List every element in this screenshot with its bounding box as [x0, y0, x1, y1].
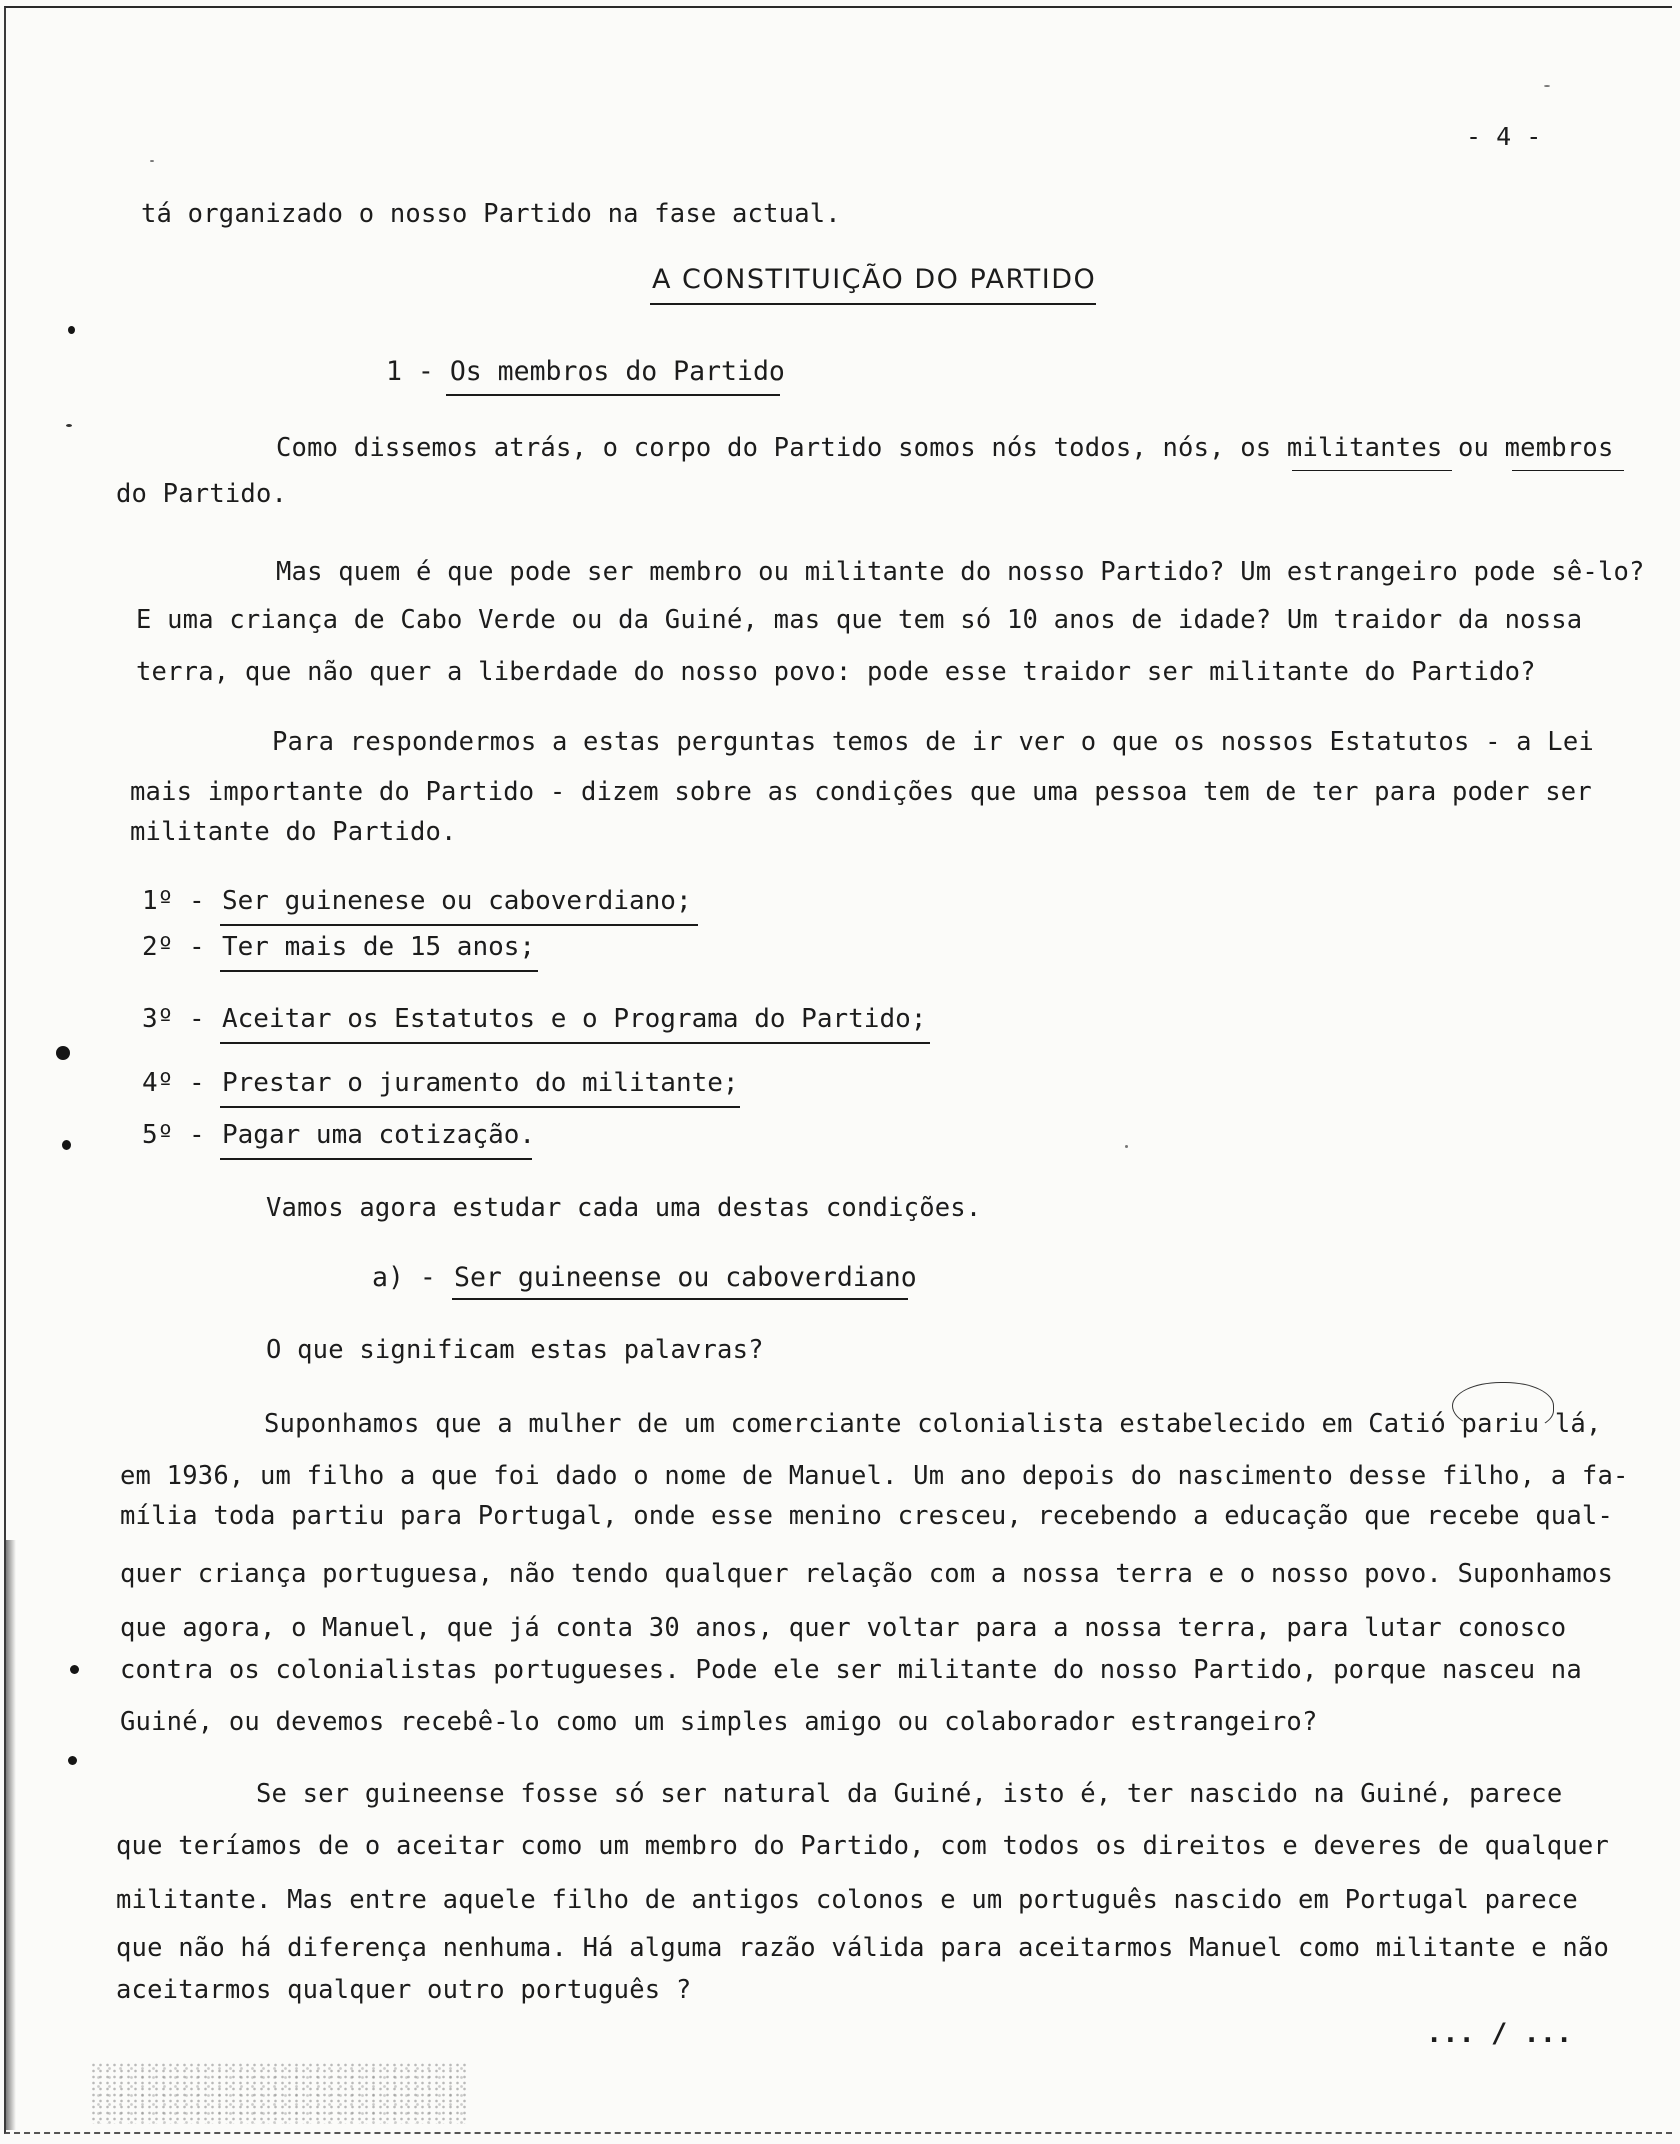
condition-text: Ser guinenese ou caboverdiano; [222, 886, 692, 916]
paragraph-line: Se ser guineense fosse só ser natural da Guiné, isto é, ter nascido na Guiné, parece [256, 1779, 1563, 1809]
paragraph-line: militante. Mas entre aquele filho de antigos colonos e um português nascido em Portugal parece [116, 1885, 1578, 1915]
title-underline [650, 303, 1096, 305]
paragraph-line: que teríamos de o aceitar como um membro do Partido, com todos os direitos e deveres de qualquer [116, 1831, 1610, 1861]
condition-number: 4º - [142, 1068, 205, 1098]
paragraph-line: Suponhamos que a mulher de um comerciante colonialista estabelecido em Catió pariu lá, [264, 1409, 1602, 1439]
condition-underline [220, 1158, 532, 1160]
handwritten-circle [1452, 1382, 1554, 1432]
paragraph-line: Guiné, ou devemos recebê-lo como um simples amigo ou colaborador estrangeiro? [120, 1707, 1318, 1737]
condition-number: 5º - [142, 1120, 205, 1150]
paragraph-line: do Partido. [116, 479, 288, 509]
subsection-underline [452, 1298, 908, 1300]
section-heading: 1 - Os membros do Partido [386, 356, 785, 387]
paragraph-line: que agora, o Manuel, que já conta 30 anos, quer voltar para a nossa terra, para lutar conosco [120, 1613, 1567, 1643]
paragraph-line: quer criança portuguesa, não tendo qualquer relação com a nossa terra e o nosso povo. Suponhamos [120, 1559, 1614, 1589]
paragraph-line: E uma criança de Cabo Verde ou da Guiné, mas que tem só 10 anos de idade? Um traidor da nossa [136, 605, 1583, 635]
underline-militantes [1292, 470, 1452, 471]
continuation-mark: ... / ... [1426, 2018, 1573, 2049]
condition-text: Aceitar os Estatutos e o Programa do Partido; [222, 1004, 927, 1034]
condition-text: Prestar o juramento do militante; [222, 1068, 739, 1098]
speck [1125, 1145, 1128, 1148]
condition-number: 1º - [142, 886, 205, 916]
question-line: O que significam estas palavras? [266, 1335, 764, 1365]
margin-dot-mark [70, 1665, 79, 1674]
condition-underline [220, 1042, 930, 1044]
margin-dot-mark [68, 1756, 77, 1765]
paragraph-line: mília toda partiu para Portugal, onde esse menino cresceu, recebendo a educação que recebe qual- [120, 1501, 1614, 1531]
paragraph-line: mais importante do Partido - dizem sobre as condições que uma pessoa tem de ter para poder ser [130, 777, 1592, 807]
paragraph-line: em 1936, um filho a que foi dado o nome de Manuel. Um ano depois do nascimento desse filho, a fa- [120, 1461, 1629, 1491]
paragraph-line: terra, que não quer a liberdade do nosso povo: pode esse traidor ser militante do Partido? [136, 657, 1536, 687]
speck [1544, 85, 1550, 87]
condition-underline [220, 1106, 740, 1108]
speck [150, 160, 154, 162]
margin-dot-mark [62, 1140, 71, 1150]
paragraph-line: Para respondermos a estas perguntas temos de ir ver o que os nossos Estatutos - a Lei [272, 727, 1594, 757]
page-title: A CONSTITUIÇÃO DO PARTIDO [652, 264, 1097, 295]
subsection-heading: Ser guineense ou caboverdiano [454, 1262, 917, 1293]
paragraph-line: Como dissemos atrás, o corpo do Partido somos nós todos, nós, os militantes ou membros [276, 433, 1614, 463]
condition-underline [220, 924, 698, 926]
margin-dot-mark [68, 326, 75, 334]
margin-tick-mark [66, 424, 72, 427]
section-heading-underline [446, 394, 780, 396]
condition-number: 2º - [142, 932, 205, 962]
paragraph-line: militante do Partido. [130, 817, 457, 847]
page-number: - 4 - [1466, 122, 1542, 151]
condition-text: Pagar uma cotização. [222, 1120, 536, 1150]
binding-shadow [6, 1540, 16, 2130]
condition-number: 3º - [142, 1004, 205, 1034]
paragraph-line: aceitarmos qualquer outro português ? [116, 1975, 692, 2005]
condition-underline [220, 970, 538, 972]
study-line: Vamos agora estudar cada uma destas condições. [266, 1193, 982, 1223]
paragraph-line: Mas quem é que pode ser membro ou militante do nosso Partido? Um estrangeiro pode sê-lo? [276, 557, 1645, 587]
intro-line: tá organizado o nosso Partido na fase actual. [141, 199, 841, 229]
scan-noise [90, 2062, 470, 2124]
paragraph-line: que não há diferença nenhuma. Há alguma razão válida para aceitarmos Manuel como militante e não [116, 1933, 1610, 1963]
paragraph-line: contra os colonialistas portugueses. Pode ele ser militante do nosso Partido, porque nasceu na [120, 1655, 1582, 1685]
subsection-label: a) - [372, 1262, 436, 1293]
condition-text: Ter mais de 15 anos; [222, 932, 536, 962]
margin-dot-mark [56, 1046, 70, 1060]
underline-membros [1512, 470, 1624, 471]
